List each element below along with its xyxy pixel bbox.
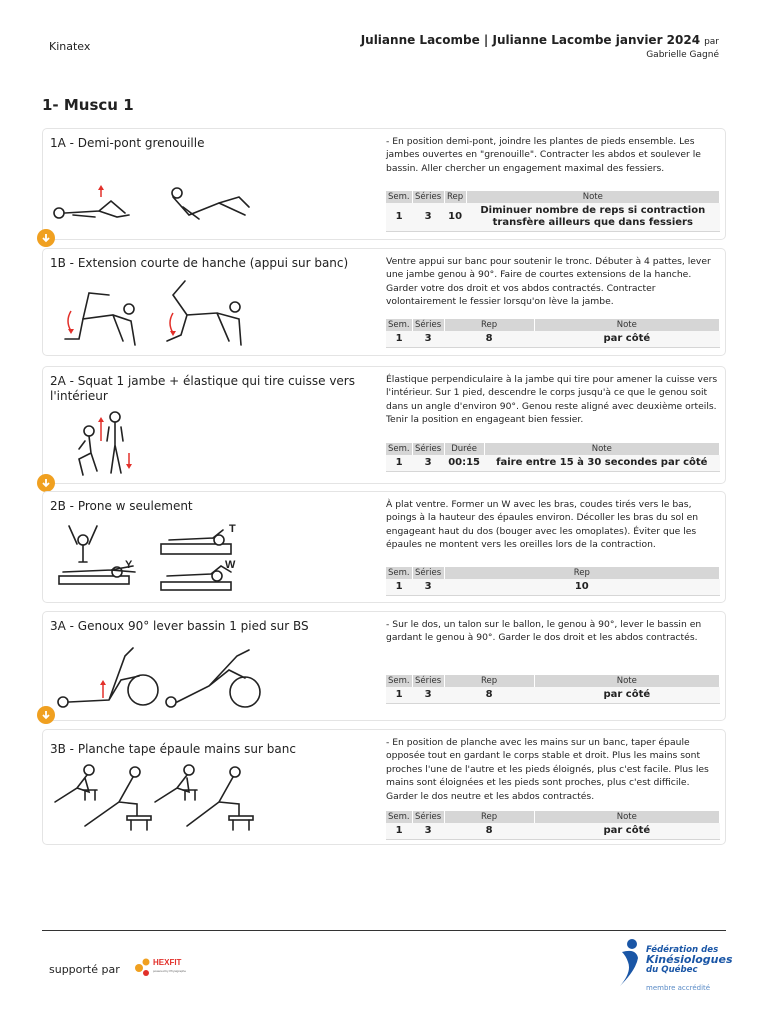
figure-label-y: Y: [125, 559, 133, 571]
brand-name: Kinatex: [49, 40, 91, 53]
superset-arrow-icon[interactable]: [37, 229, 55, 247]
col-series: Séries: [412, 675, 444, 687]
exercise-table: [386, 675, 720, 704]
col-sem: Sem.: [386, 567, 412, 579]
col-note: Note: [484, 443, 719, 455]
col-series: Séries: [412, 443, 444, 455]
val-series: 3: [412, 579, 444, 596]
section-title: 1- Muscu 1: [42, 96, 134, 114]
col-rep: Rep: [444, 191, 466, 203]
exercise-illustration: [49, 640, 349, 712]
val-series: 3: [412, 455, 444, 472]
exercise-description: - En position de planche avec les mains sur un banc, taper épaule opposée tout en gardant le corps stable et droit. Plus les mains sont proches l'une de l'autre et les pieds éloignés, plus c'est facile. Plus les mains sont éloignées et les pieds sont proches, plus c'est difficile. Garder le dos neutre et les abdos contractés.: [386, 737, 709, 802]
col-series: Séries: [412, 811, 444, 823]
val-rep: 8: [444, 331, 534, 348]
exercise-description: - En position demi-pont, joindre les plantes de pieds ensemble. Les jambes ouvertes en "grenouille". Contracter les abdos et soulever le bassin. Aller chercher un engagement maximal des fessiers.: [386, 136, 701, 174]
col-sem: Sem.: [386, 319, 412, 331]
author-name: Gabrielle Gagné: [646, 50, 719, 60]
exercise-name: 3B - Planche tape épaule mains sur banc: [50, 742, 296, 756]
hexfit-logo: [133, 952, 193, 980]
footer-divider: [42, 930, 726, 931]
exercise-description: À plat ventre. Former un W avec les bras, coudes tirés vers le bas, poings à la hauteur des épaules environ. Décoller les bras du sol en engageant haut du dos (bouger avec les omoplates). Éviter que les épaules ne montent vers les oreilles lors de la contraction.: [386, 499, 699, 551]
col-sem: Sem.: [386, 443, 412, 455]
program-title: [361, 33, 719, 47]
exercise-card-3a[interactable]: [42, 611, 726, 721]
exercise-name: 1A - Demi-pont grenouille: [50, 136, 205, 150]
exercise-card-2b[interactable]: [42, 491, 726, 603]
col-sem: Sem.: [386, 675, 412, 687]
val-series: 3: [412, 687, 444, 704]
hexfit-subtitle: powered by Physigraphe: [153, 969, 187, 973]
program-title-text: Julianne Lacombe | Julianne Lacombe janvier 2024: [360, 33, 701, 47]
val-rep: 10: [444, 579, 719, 596]
fkq-member-text: membre accrédité: [646, 984, 711, 992]
exercise-illustration: [49, 762, 349, 838]
exercise-description: Ventre appui sur banc pour soutenir le tronc. Débuter à 4 pattes, lever une jambe genou à 90°. Faire de courtes extensions de la hanche. Garder votre dos droit et vos abdos contractés. Contracter volontairement le fessier lorsqu'on lève la jambe.: [386, 256, 711, 308]
exercise-illustration: [49, 275, 349, 351]
exercise-card-1b[interactable]: [42, 248, 726, 356]
supported-by-text: supporté par: [49, 963, 120, 976]
figure-label-t: T: [229, 523, 236, 535]
val-rep: 8: [444, 823, 534, 840]
exercise-table: [386, 191, 720, 232]
val-rep: 8: [444, 687, 534, 704]
val-sem: 1: [386, 455, 412, 472]
figure-label-w: W: [225, 559, 236, 571]
fkq-line-1: Fédération des: [646, 945, 719, 955]
exercise-description: Élastique perpendiculaire à la jambe qui tire pour amener la cuisse vers l'intérieur. Sur 1 pied, descendre le corps jusqu'à ce que le genou soit dans un angle d'environ 90°. Genou reste aligné avec deuxième orteils. Tenir la position en engageant bien fessier.: [386, 374, 718, 426]
exercise-name: 1B - Extension courte de hanche (appui sur banc): [50, 256, 349, 270]
exercise-name: 2B - Prone w seulement: [50, 499, 193, 513]
exercise-card-1a[interactable]: [42, 128, 726, 240]
col-rep: Rep: [444, 567, 719, 579]
superset-arrow-icon[interactable]: [37, 706, 55, 724]
exercise-table: [386, 567, 720, 596]
val-note: faire entre 15 à 30 secondes par côté: [484, 455, 719, 472]
fkq-name: [646, 945, 733, 975]
superset-arrow-icon[interactable]: [37, 474, 55, 492]
val-sem: 1: [386, 687, 412, 704]
exercise-table: [386, 443, 720, 472]
fkq-line-2: Kinésiologues: [646, 953, 733, 966]
col-note: Note: [534, 811, 719, 823]
col-series: Séries: [412, 319, 444, 331]
val-note: par côté: [534, 823, 719, 840]
col-note: Note: [534, 319, 719, 331]
col-rep: Rep: [444, 675, 534, 687]
val-series: 3: [412, 823, 444, 840]
par-text: par: [704, 37, 719, 47]
hexfit-name: HEXFIT: [153, 958, 182, 967]
col-sem: Sem.: [386, 191, 412, 203]
col-series: Séries: [412, 567, 444, 579]
val-note: par côté: [534, 687, 719, 704]
col-duree: Durée: [444, 443, 484, 455]
exercise-card-2a[interactable]: [42, 366, 726, 484]
exercise-name: 2A - Squat 1 jambe + élastique qui tire cuisse vers l'intérieur: [50, 374, 355, 403]
col-sem: Sem.: [386, 811, 412, 823]
col-rep: Rep: [444, 319, 534, 331]
exercise-illustration: [49, 520, 349, 598]
exercise-illustration: [49, 411, 349, 477]
col-series: Séries: [412, 191, 444, 203]
col-rep: Rep: [444, 811, 534, 823]
val-sem: 1: [386, 331, 412, 348]
val-sem: 1: [386, 823, 412, 840]
val-series: 3: [412, 331, 444, 348]
exercise-description: - Sur le dos, un talon sur le ballon, le genou à 90°, lever le bassin en gardant le genou à 90°. Garder le dos droit et les abdos contractés.: [386, 619, 702, 644]
val-series: 3: [412, 203, 444, 232]
val-note: Diminuer nombre de reps si contraction transfère ailleurs que dans fessiers: [466, 203, 719, 232]
page-header: [0, 0, 768, 80]
exercise-table: [386, 319, 720, 348]
val-sem: 1: [386, 203, 412, 232]
val-note: par côté: [534, 331, 719, 348]
exercise-card-3b[interactable]: [42, 729, 726, 845]
exercise-table: [386, 811, 720, 840]
exercise-illustration: [49, 179, 349, 227]
col-note: Note: [466, 191, 719, 203]
exercise-name: 3A - Genoux 90° lever bassin 1 pied sur BS: [50, 619, 309, 633]
col-note: Note: [534, 675, 719, 687]
fkq-line-3: du Québec: [646, 965, 698, 975]
val-rep: 10: [444, 203, 466, 232]
val-sem: 1: [386, 579, 412, 596]
val-duree: 00:15: [444, 455, 484, 472]
